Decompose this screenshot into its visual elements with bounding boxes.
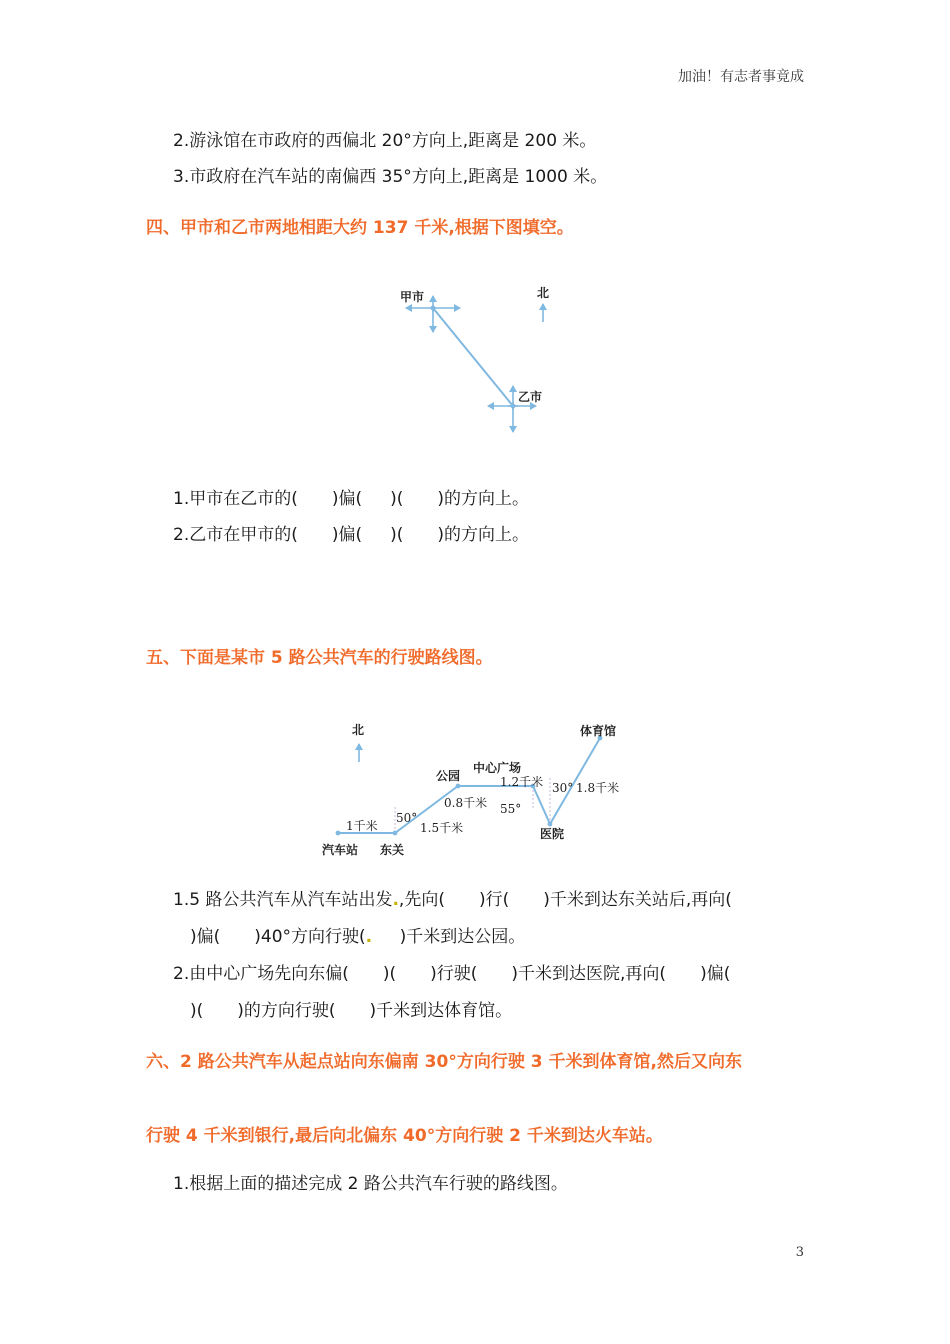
section4-title: 四、甲市和乙市两地相距大约 137 千米,根据下图填空。	[146, 218, 574, 238]
section4-direction-map	[390, 282, 570, 442]
stop-label-gym: 体育馆	[580, 724, 617, 738]
distance-label: 1.8千米	[576, 781, 620, 795]
header-motto: 加油！有志者事竟成	[678, 69, 804, 85]
section5-question-1-line-1: 1.5 路公共汽车从汽车站出发.,先向( )行( )千米到达东关站后,再向(	[173, 890, 732, 910]
distance-label: 1.2千米	[500, 775, 544, 789]
route-a-to-b	[433, 308, 513, 406]
stop-label-dongguan: 东关	[380, 843, 405, 857]
stop-label-station: 汽车站	[322, 843, 359, 857]
section4-question-2: 2.乙市在甲市的( )偏( )( )的方向上。	[173, 525, 530, 545]
section5-question-2-line-1: 2.由中心广场先向东偏( )( )行驶( )千米到达医院,再向( )偏(	[173, 964, 731, 984]
distance-label: 0.8千米	[444, 796, 488, 810]
section5-question-2-line-2: )( )的方向行驶( )千米到达体育馆。	[190, 1001, 513, 1021]
answer-blank[interactable]: .	[365, 927, 373, 947]
angle-label: 30°	[552, 781, 574, 795]
distance-label: 1.5千米	[420, 821, 464, 835]
section4-question-1: 1.甲市在乙市的( )偏( )( )的方向上。	[173, 489, 530, 509]
north-label: 北	[352, 723, 365, 737]
page-number: 3	[795, 1245, 804, 1260]
city-b-label: 乙市	[518, 390, 543, 404]
stop-label-plaza: 中心广场	[473, 761, 522, 775]
city-a-label: 甲市	[400, 290, 425, 304]
section6-title-line-2: 行驶 4 千米到银行,最后向北偏东 40°方向行驶 2 千米到达火车站。	[146, 1126, 663, 1146]
section5-title: 五、下面是某市 5 路公共汽车的行驶路线图。	[146, 648, 493, 668]
section6-title-line-1: 六、2 路公共汽车从起点站向东偏南 30°方向行驶 3 千米到体育馆,然后又向东	[146, 1052, 742, 1072]
distance-label: 1千米	[346, 819, 378, 833]
north-label: 北	[537, 286, 550, 300]
section3-item-3: 3.市政府在汽车站的南偏西 35°方向上,距离是 1000 米。	[173, 167, 608, 187]
stop-label-hospital: 医院	[540, 827, 565, 841]
angle-label: 50°	[396, 811, 418, 825]
angle-label: 55°	[500, 802, 522, 816]
section5-route-map	[318, 718, 638, 863]
section6-question-1: 1.根据上面的描述完成 2 路公共汽车行驶的路线图。	[173, 1174, 568, 1194]
section3-item-2: 2.游泳馆在市政府的西偏北 20°方向上,距离是 200 米。	[173, 131, 597, 151]
stop-label-park: 公园	[436, 769, 461, 783]
section5-question-1-line-2: )偏( )40°方向行驶(. )千米到达公园。	[190, 927, 526, 947]
